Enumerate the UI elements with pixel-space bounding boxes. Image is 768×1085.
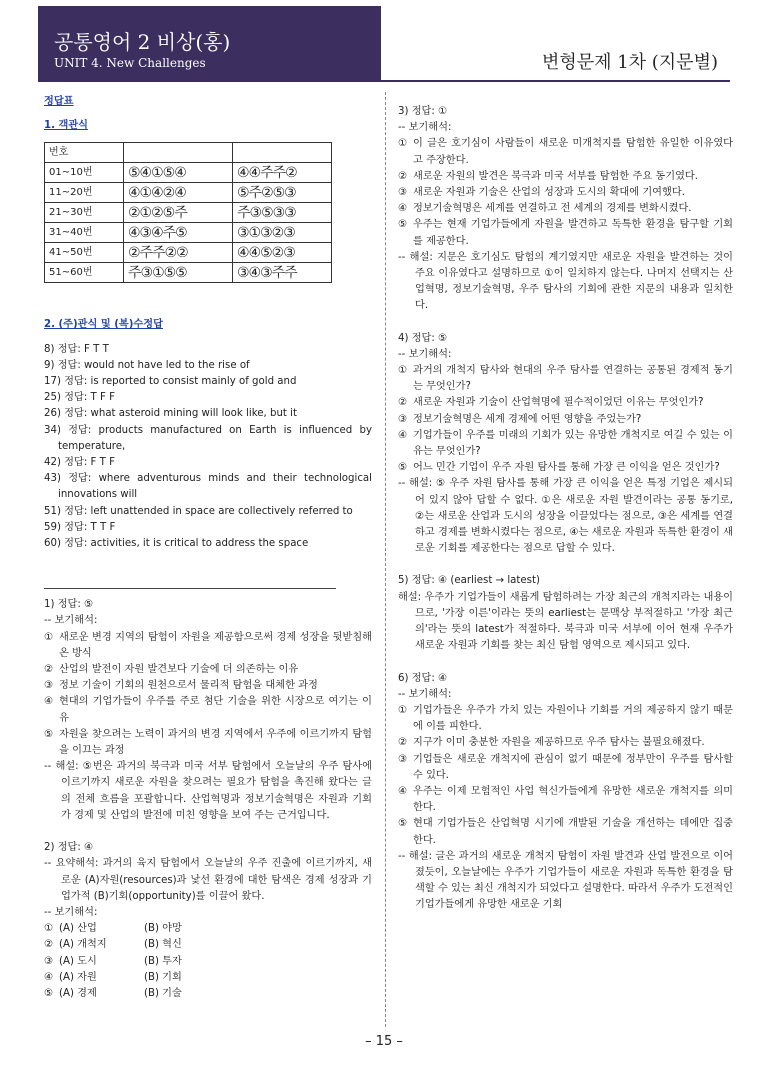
option-item: ② 새로운 자원과 기술이 산업혁명에 필수적이었던 이유는 무엇인가? bbox=[398, 397, 704, 409]
answers-cell: ④①④②④ bbox=[124, 183, 233, 203]
answers-cell: 주③⑤③③ bbox=[233, 203, 332, 223]
range-cell: 11~20번 bbox=[45, 183, 124, 203]
explanation: -- 해설: ⑤번은 과거의 북극과 미국 서부 탐험에서 오늘날의 우주 탐사에 이르기까지 새로운 자원을 찾으려는 필요가 탐험을 촉진해 왔다는 글의 전체 흐름을 포괄합니다. 산업혁명과 정보기술혁명은 자원과 기회가 경제 및 산업의 발전에 미친 영향을 보여 주는 근거입니다. bbox=[44, 761, 372, 821]
book-title: 공통영어 2 비상(홍) bbox=[54, 30, 231, 54]
list-item: 34) 정답: products manufactured on Earth is influenced by temperature, bbox=[44, 424, 372, 452]
range-cell: 41~50번 bbox=[45, 243, 124, 263]
answer-key-heading: 정답표 bbox=[44, 96, 74, 107]
subjective-heading: 2. (주)관식 및 (복)수정답 bbox=[44, 319, 163, 331]
explanation: -- 해설: 지문은 호기심도 탐험의 계기였지만 새로운 자원을 발견하는 것이 주요 이유였다고 설명하므로 ①이 일치하지 않는다. 나머지 선택지는 산업혁명, 정보기술혁명, 우주 탐사의 기회에 관한 지문의 내용과 일치한다. bbox=[398, 251, 733, 312]
answers-cell: ④③④주⑤ bbox=[124, 223, 233, 243]
list-item: 9) 정답: would not have led to the rise of bbox=[44, 359, 250, 371]
list-item: 26) 정답: what asteroid mining will look like, but it bbox=[44, 408, 297, 420]
list-item: 42) 정답: F T F bbox=[44, 457, 115, 469]
answer-line: 3) 정답: ① bbox=[398, 106, 448, 117]
option-item: ⑤ 자원을 찾으려는 노력이 과거의 변경 지역에서 우주에 이르기까지 탐험을 이끄는 과정 bbox=[44, 728, 372, 757]
table-row bbox=[45, 203, 332, 223]
list-item: 43) 정답: where adventurous minds and their technological innovations will bbox=[44, 473, 372, 501]
answers-cell: ③①③②③ bbox=[233, 223, 332, 243]
option-item: ① 이 글은 호기심이 사람들이 새로운 미개척지를 탐험한 유일한 이유였다고 주장한다. bbox=[398, 138, 733, 166]
option-item: ① 과거의 개척지 탐사와 현대의 우주 탐사를 연결하는 공통된 경제적 동기는 무엇인가? bbox=[398, 365, 733, 393]
left-column bbox=[44, 92, 372, 1002]
answer-line: 1) 정답: ⑤ bbox=[44, 599, 94, 611]
option-item: ④ (A) 자원 (B) 기회 bbox=[44, 971, 182, 983]
option-item: ④ 기업가들이 우주를 미래의 기회가 있는 유망한 개척지로 여길 수 있는 이유는 무엇인가? bbox=[398, 429, 733, 458]
answer-line: 6) 정답: ④ bbox=[398, 672, 448, 684]
question-6 bbox=[398, 671, 733, 914]
options-label: -- 보기해석: bbox=[44, 906, 98, 918]
objective-heading: 1. 객관식 bbox=[44, 120, 89, 132]
option-item: ③ 새로운 자원과 기술은 산업의 성장과 도시의 확대에 기여했다. bbox=[398, 187, 685, 199]
question-3 bbox=[398, 104, 733, 315]
option-item: ① 새로운 변경 지역의 탐험이 자원을 제공함으로써 경제 성장을 뒷받침해 온 방식 bbox=[44, 631, 372, 659]
list-item: 60) 정답: activities, it is critical to address the space bbox=[44, 538, 309, 550]
option-item: ② 지구가 이미 충분한 자원을 제공하므로 우주 탐사는 불필요해졌다. bbox=[398, 737, 705, 749]
list-item: 59) 정답: T T F bbox=[44, 521, 116, 533]
column-divider bbox=[385, 92, 386, 1027]
question-2 bbox=[44, 840, 372, 1002]
option-item: ⑤ 어느 민간 기업이 우주 자원 탐사를 통해 가장 큰 이익을 얻은 것인가? bbox=[398, 462, 720, 474]
answers-cell: ③④③주주 bbox=[233, 263, 332, 283]
table-row bbox=[45, 243, 332, 263]
answer-line: 4) 정답: ⑤ bbox=[398, 332, 448, 344]
answer-table bbox=[44, 142, 332, 283]
answers-cell: ⑤주②⑤③ bbox=[233, 183, 332, 203]
option-item: ③ 정보기술혁명은 세계 경제에 어떤 영향을 주었는가? bbox=[398, 413, 642, 425]
table-row bbox=[45, 163, 332, 183]
list-item: 25) 정답: T F F bbox=[44, 392, 115, 404]
answers-cell: ④④⑤②③ bbox=[233, 243, 332, 263]
summary-translation: -- 요약해석: 과거의 육지 탐험에서 오늘날의 우주 진출에 이르기까지, 새로운 (A)자원(resources)과 낯선 환경에 대한 탐색은 경제 성장과 기업가적 (B)기회(opportunity)를 이끌어 왔다. bbox=[44, 858, 372, 902]
section-rule bbox=[44, 588, 336, 589]
option-item: ⑤ 현대 기업가들은 산업혁명 시기에 개발된 기술을 개선하는 데에만 집중한다. bbox=[398, 818, 733, 846]
table-row bbox=[45, 223, 332, 243]
option-item: ⑤ (A) 경제 (B) 기술 bbox=[44, 987, 182, 999]
unit-title: UNIT 4. New Challenges bbox=[54, 56, 206, 70]
question-5 bbox=[398, 573, 733, 654]
subjective-list bbox=[44, 342, 372, 553]
explanation: 해설: 우주가 기업가들이 새롭게 탐험하려는 가장 최근의 개척지라는 내용이므로, '가장 이른'이라는 뜻의 earliest는 문맥상 부적절하고 '가장 최근의'라는 뜻의 latest가 적절하다. 북극과 미국 서부에 이어 현재 우주가 새로운 자원과 기회를 찾는 최신 탐험 영역으로 제시되고 있다. bbox=[398, 591, 733, 652]
option-item: ② (A) 개척지 (B) 혁신 bbox=[44, 939, 182, 951]
option-item: ③ 기업들은 새로운 개척지에 관심이 없기 때문에 정부만이 우주를 탐사할 수 있다. bbox=[398, 753, 733, 781]
range-cell: 51~60번 bbox=[45, 263, 124, 283]
options-label: -- 보기해석: bbox=[398, 348, 452, 360]
answer-line: 2) 정답: ④ bbox=[44, 842, 94, 854]
answers-cell: ⑤④①⑤④ bbox=[124, 163, 233, 183]
explanation: -- 해설: 글은 과거의 새로운 개척지 탐험이 자원 발견과 산업 발전으로 이어졌듯이, 오늘날에는 우주가 기업가들이 새로운 자원과 독특한 환경을 탐색할 수 있는 최신 개척지가 되었다고 설명한다. 따라서 우주가 도전적인 기업가들에게 유망한 새로운 기회 bbox=[398, 850, 733, 911]
option-item: ④ 우주는 이제 모험적인 사업 혁신가들에게 유망한 새로운 개척지를 의미한다. bbox=[398, 785, 733, 814]
table-header-cell: 번호 bbox=[45, 143, 124, 163]
options-label: -- 보기해석: bbox=[398, 122, 452, 134]
exam-title: 변형문제 1차 (지문별) bbox=[541, 52, 718, 73]
range-cell: 21~30번 bbox=[45, 203, 124, 223]
explanation: -- 해설: ⑤ 우주 자원 탐사를 통해 가장 큰 이익을 얻은 특정 기업은 제시되어 있지 않아 답할 수 없다. ①은 새로운 자원 발견이라는 공통 동기로, ②는 새로운 산업과 도시의 성장을 이끌었다는 점으로, ③은 세계를 연결하고 경제를 변화시켰다는 점으로, ④는 새로운 자원과 독특한 환경이 새로운 기회를 제공한다는 점으로 답할 수 있다. bbox=[398, 478, 733, 555]
list-item: 8) 정답: F T T bbox=[44, 343, 109, 355]
option-item: ④ 정보기술혁명은 세계를 연결하고 전 세계의 경제를 변화시켰다. bbox=[398, 203, 692, 215]
option-item: ② 산업의 발전이 자원 발견보다 기술에 더 의존하는 이유 bbox=[44, 664, 299, 676]
answers-cell: ④④주주② bbox=[233, 163, 332, 183]
right-column bbox=[398, 104, 733, 914]
option-item: ① (A) 산업 (B) 야망 bbox=[44, 923, 182, 935]
question-1 bbox=[44, 597, 372, 824]
range-cell: 01~10번 bbox=[45, 163, 124, 183]
table-header-row bbox=[45, 143, 332, 163]
answers-cell: ②①②⑤주 bbox=[124, 203, 233, 223]
option-item: ③ 정보 기술이 기회의 원천으로서 물리적 탐험을 대체한 과정 bbox=[44, 680, 318, 692]
list-item: 17) 정답: is reported to consist mainly of gold and bbox=[44, 376, 297, 388]
options-label: -- 보기해석: bbox=[44, 615, 98, 627]
header-rule bbox=[38, 80, 730, 82]
option-item: ① 기업가들은 우주가 가치 있는 자원이나 기회를 거의 제공하지 않기 때문에 이를 피한다. bbox=[398, 704, 733, 733]
option-item: ③ (A) 도시 (B) 투자 bbox=[44, 955, 182, 967]
options-label: -- 보기해석: bbox=[398, 688, 452, 700]
option-item: ④ 현대의 기업가들이 우주를 주로 첨단 기술을 위한 시장으로 여기는 이유 bbox=[44, 696, 372, 724]
range-cell: 31~40번 bbox=[45, 223, 124, 243]
table-row bbox=[45, 263, 332, 283]
answers-cell: 주③①⑤⑤ bbox=[124, 263, 233, 283]
page-number: – 15 – bbox=[365, 1034, 403, 1049]
answers-cell: ②주주②② bbox=[124, 243, 233, 263]
option-item: ② 새로운 자원의 발견은 북극과 미국 서부를 탐험한 주요 동기였다. bbox=[398, 170, 699, 182]
list-item: 51) 정답: left unattended in space are collectively referred to bbox=[44, 505, 353, 517]
answer-line: 5) 정답: ④ (earliest → latest) bbox=[398, 575, 540, 587]
table-row bbox=[45, 183, 332, 203]
option-item: ⑤ 우주는 현재 기업가들에게 자원을 발견하고 독특한 환경을 탐구할 기회를 제공한다. bbox=[398, 219, 733, 247]
question-4 bbox=[398, 331, 733, 558]
